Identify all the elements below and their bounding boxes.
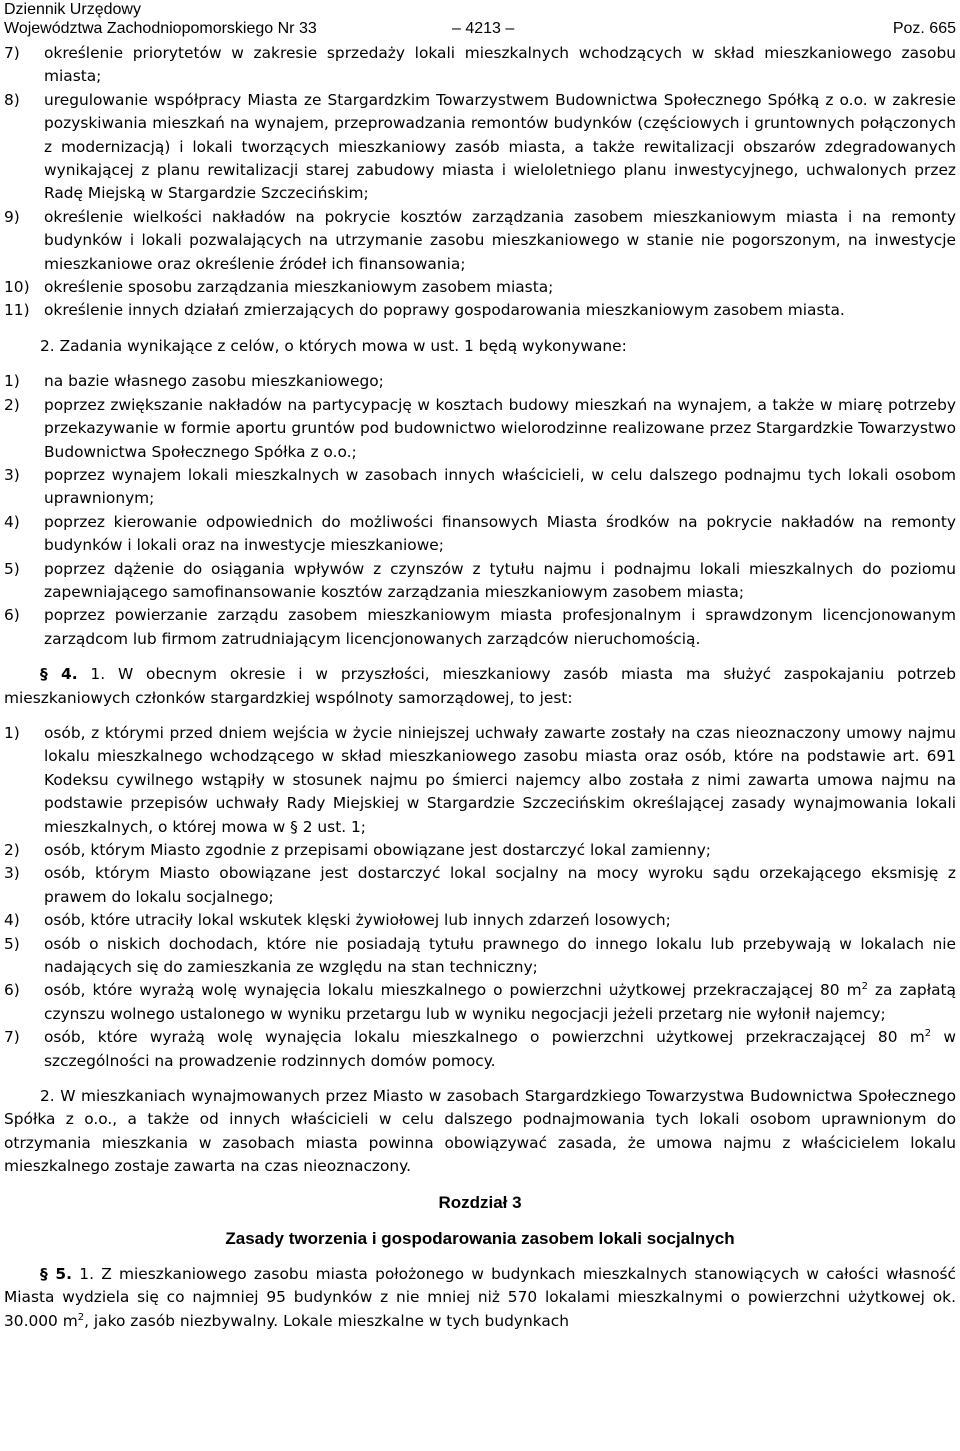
list-item: 2) poprzez zwiększanie nakładów na partycypację w kosztach budowy mieszkań na wynajem, a także w miarę potrzeby przekazywanie w formie aportu gruntów pod budownictwo wielorodzinne realizowane przez Stargardzkie Towarzystwo Budownictwa Społecznego Spółka z o.o.; <box>4 395 956 461</box>
chapter-title: Zasady tworzenia i gospodarowania zasobem lokali socjalnych <box>225 1228 735 1248</box>
list-item: 7) osób, które wyrażą wolę wynajęcia lokalu mieszkalnego o powierzchni użytkowej przekraczającej 80 $m^2$ w szczególności na prowadzenie rodzinnych domów pomocy. <box>4 1028 956 1070</box>
paragraph-section-5: § 5. 1. Z mieszkaniowego zasobu miasta położonego w budynkach mieszkalnych stanowiących w całości własność Miasta wydziela się co najmniej 95 budynków z nie mniej niż 570 lokalami mieszkalnymi o powierzchni użytkowej ok. 30.000 $m^2$, jako zasób niezbywalny. Lokale mieszkalne w tych budynkach <box>4 1264 957 1330</box>
document-body <box>4 42 956 1333</box>
list-item: 8) uregulowanie współpracy Miasta ze Stargardzkim Towarzystwem Budownictwa Społecznego Spółką z o.o. w zakresie pozyskiwania mieszkań na wynajem, przeprowadzania remontów budynków (częściowych i gruntownych połączonych z modernizacją) i lokali tworzących mieszkaniowy zasób miasta, a także rewitalizacji obszarów zdegradowanych wynikającej z planu rewitalizacji starej zabudowy miasta i wieloletniego planu inwestycyjnego, uchwalonych przez Radę Miejską w Stargardzie Szczecińskim; <box>4 90 956 203</box>
list-section-c <box>4 722 956 1073</box>
list-item: 5) osób o niskich dochodach, które nie posiadają tytułu prawnego do innego lokalu lub przebywają w lokalach nie nadających się do zamieszkania ze względu na stan techniczny; <box>4 934 956 977</box>
paragraph-2: 2. Zadania wynikające z celów, o których mowa w ust. 1 będą wykonywane: <box>40 336 627 355</box>
page-header <box>4 0 956 38</box>
list-item: 2) osób, którym Miasto zgodnie z przepisami obowiązane jest dostarczyć lokal zamienny; <box>4 841 711 859</box>
list-item: 1) osób, z którymi przed dniem wejścia w życie niniejszej uchwały zawarte zostały na czas nieoznaczony umowy najmu lokalu mieszkalnego wchodzącego w skład mieszkaniowego zasobu miasta oraz osób, które na podstawie art. 691 Kodeksu cywilnego wstąpiły w stosunek najmu po śmierci najemcy albo została z nimi zawarta umowa najmu na podstawie przepisów uchwały Rady Miejskiej w Stargardzie Szczecińskim określającej zasady wynajmowania lokali mieszkalnych, o której mowa w § 2 ust. 1; <box>4 723 956 836</box>
list-item: 7) określenie priorytetów w zakresie sprzedaży lokali mieszkalnych wchodzących w skład mieszkaniowego zasobu miasta; <box>4 44 956 86</box>
list-item: 3) poprzez wynajem lokali mieszkalnych w zasobach innych właścicieli, w celu dalszego podnajmu tych lokali osobom uprawnionym; <box>4 465 956 508</box>
list-item: 11) określenie innych działań zmierzających do poprawy gospodarowania mieszkaniowym zasobem miasta. <box>4 301 845 320</box>
list-section-a <box>4 42 956 323</box>
chapter-number: Rozdział 3 <box>438 1192 522 1212</box>
journal-title: Dziennik Urzędowy <box>4 1 141 18</box>
journal-region: Województwa Zachodniopomorskiego Nr 33 <box>4 20 317 37</box>
section-symbol: § 4. <box>40 665 78 684</box>
position-number: Poz. 665 <box>892 20 956 37</box>
list-item: 1) na bazie własnego zasobu mieszkaniowego; <box>4 372 384 391</box>
list-item: 4) osób, które utraciły lokal wskutek klęski żywiołowej lub innych zdarzeń losowych; <box>4 911 671 930</box>
list-item: 3) osób, którym Miasto obowiązane jest dostarczyć lokal socjalny na mocy wyroku sądu orzekającego eksmisję z prawem do lokalu socjalnego; <box>4 864 956 906</box>
list-item: 6) osób, które wyrażą wolę wynajęcia lokalu mieszkalnego o powierzchni użytkowej przekraczającej 80 $m^2$ za zapłatą czynszu wolnego ustalonego w wyniku przetargu lub w wyniku negocjacji jeżeli przetarg nie wyłonił najemcy; <box>4 981 956 1023</box>
page-number: – 4213 – <box>452 20 515 37</box>
list-item: 4) poprzez kierowanie odpowiednich do możliwości finansowych Miasta środków na pokrycie nakładów na remonty budynków i lokali oraz na inwestycje mieszkaniowe; <box>4 512 956 555</box>
paragraph-section-4: § 4. 1. W obecnym okresie i w przyszłości, mieszkaniowy zasób miasta ma służyć zaspokajaniu potrzeb mieszkaniowych członków stargardzkiej wspólnoty samorządowej, to jest: <box>4 665 956 707</box>
list-item: 9) określenie wielkości nakładów na pokrycie kosztów zarządzania zasobem mieszkaniowym miasta i na remonty budynków i lokali pozwalających na utrzymanie zasobu mieszkaniowego w stanie nie pogorszonym, na inwestycje mieszkaniowe oraz określenie źródeł ich finansowania; <box>4 207 956 273</box>
list-section-b <box>4 370 956 651</box>
list-item: 5) poprzez dążenie do osiągania wpływów z czynszów z tytułu najmu i podnajmu lokali mieszkalnych do poziomu zapewniającego samofinansowanie kosztów zarządzania mieszkaniowym zasobem miasta; <box>4 559 956 601</box>
list-item: 6) poprzez powierzanie zarządu zasobem mieszkaniowym miasta profesjonalnym i sprawdzonym licencjonowanym zarządcom lub firmom zatrudniającym licencjonowanych zarządców nieruchomością. <box>4 606 956 648</box>
paragraph-4-2: 2. W mieszkaniach wynajmowanych przez Miasto w zasobach Stargardzkiego Towarzystwa Budownictwa Społecznego Spółka z o.o., a także od innych właścicieli w celu dalszego podnajmowania tych lokali osobom uprawnionym do otrzymania mieszkania w zasobach miasta powinna obowiązywać zasada, że umowa najmu z właścicielem lokalu mieszkalnego zostaje zawarta na czas nieoznaczony. <box>4 1087 956 1176</box>
section-symbol: § 5. <box>40 1264 72 1283</box>
list-item: 10) określenie sposobu zarządzania mieszkaniowym zasobem miasta; <box>4 278 554 297</box>
